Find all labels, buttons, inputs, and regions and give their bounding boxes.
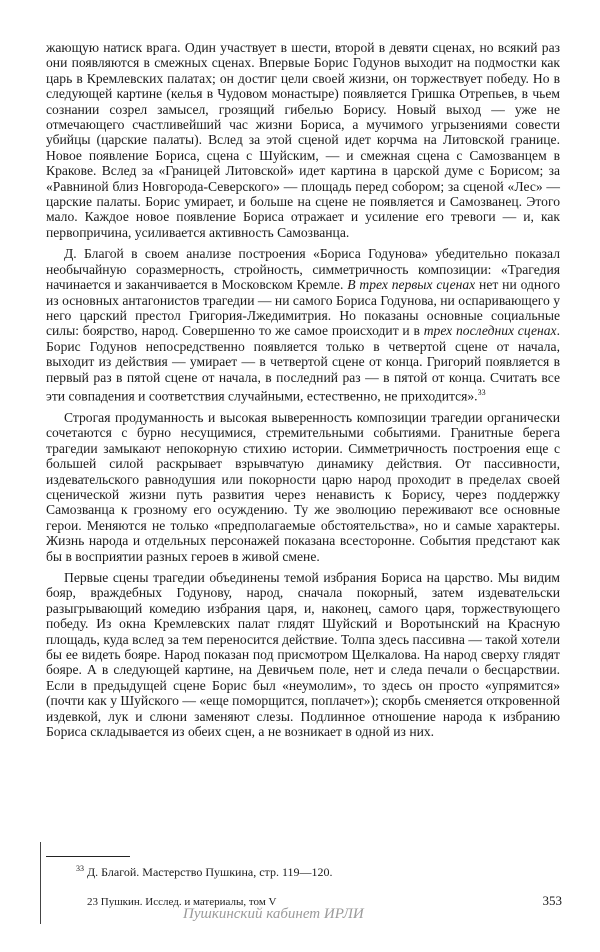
paragraph-2-part-a: Д. Благой в своем анализе построения «Бориса Годунова» убедительно показал необычайную соразмерность, стройность, симметричность композиции: «Трагедия начинается и заканчивается в Московском Кремле. (46, 246, 560, 293)
footnote (76, 864, 333, 880)
main-text (46, 40, 560, 745)
paragraph-2-italic-b: трех последних сценах (423, 323, 557, 339)
paragraph-2-italic-a: В трех первых сценах (347, 277, 476, 293)
footnote-reference: 33 (477, 387, 486, 397)
footnote-text: Д. Благой. Мастерство Пушкина, стр. 119—120. (87, 865, 333, 879)
sheet-signature: 23 Пушкин. Исслед. и материалы, том V (87, 896, 277, 908)
margin-line (40, 842, 41, 924)
watermark: Пушкинский кабинет ИРЛИ (183, 906, 364, 922)
footnote-divider (46, 856, 130, 857)
paragraph-3: Строгая продуманность и высокая выверенность композиции трагедии органически сочетаются с бурно несущимися, стремительными событиями. Гранитные берега трагедии замыкают непокорную стихию истории. Симметричность построения еще с большей силой раскрывает взрывчатую динамику действия. От пассивности, издевательского равнодушия или покорности царю народ проходит в пределах своей сценической жизни путь развития через ненависть к Борису, через поддержку Самозванца к грозному его осуждению. Ту же эволюцию переживают все основные герои. Меняются не только «предполагаемые обстоятельства», но и самые характеры. Жизнь народа и отдельных персонажей показана всесторонне. События предстают как бы в восприятии разных героев в живой смене. (46, 409, 560, 564)
footnote-number: 33 (76, 864, 84, 873)
page-number: 353 (542, 893, 562, 908)
paragraph-2 (46, 246, 560, 404)
paragraph-2-part-e: . Борис Годунов непосредственно появляется только в четвертой сцене от начала, выходит из действия — умирает — в четвертой сцене от конца. Григорий появляется в первый раз в пятой сцене от начала, в последний раз — в пятой от конца. Считать все эти совпадения и соответствия случайными, естественно, не приходится». (46, 323, 560, 404)
paragraph-2-part-c: нет ни одного из основных антагонистов трагедии — ни самого Бориса Годунова, ни оспаривающего у него царский престол Григория-Лжедимитрия. Но показаны основные социальные силы: боярство, народ. Совершенно то же самое происходит и в (46, 277, 561, 339)
paragraph-1: жающую натиск врага. Один участвует в шести, второй в девяти сценах, но всякий раз они появляются в смежных сценах. Впервые Борис Годунов выходит на подмостки как царь в Кремлевских палатах; он достиг цели своей жизни, он торжествует победу. Но в следующей картине (келья в Чудовом монастыре) появляется Гришка Отрепьев, в чьем сознании созрел замысел, грозящий гибелью Борису. Новый выход — уже не отмечающего счастливейший час жизни Бориса, а мучимого угрызениями совести убийцы (царские палаты). Вслед за этой сценой идет корчма на Литовской границе. Новое появление Бориса, сцена с Шуйским, — и смежная сцена с Самозванцем в Кракове. Вслед за «Границей Литовской» идет картина в царской думе с Борисом; за «Равниной близ Новгорода-Северского» — площадь перед собором; за сценой «Лес» — царские палаты. Борис умирает, и больше на сцене не появляется и Самозванец. Этого мало. Каждое новое появление Бориса отражает и усиление его тревоги — и, как первопричина, усиливается активность Самозванца. (46, 40, 560, 240)
paragraph-4: Первые сцены трагедии объединены темой избрания Бориса на царство. Мы видим бояр, враждебных Годунову, народ, сначала покорный, затем издевательски разыгрывающий комедию избрания царя, и, наконец, самого царя, торжествующего победу. Из окна Кремлевских палат глядят Шуйский и Воротынский на Красную площадь, куда вслед за тем переносится действие. Толпа здесь пассивна — такой хотели бы ее видеть бояре. Народ показан под присмотром Щелкалова. На народ сверху глядят бояре. А в следующей картине, на Девичьем поле, нет и следа печали о бесцарствии. Если в предыдущей сцене Борис был «неумолим», то здесь он просто «упрямится» (почти как у Шуйского — «еще поморщится, поплачет»); скорбь сменяется откровенной издевкой, лук и слюни заменяют слезы. Подлинное отношение народа к избранию Бориса складывается из обеих сцен, а не возникает в одной из них. (46, 569, 560, 739)
